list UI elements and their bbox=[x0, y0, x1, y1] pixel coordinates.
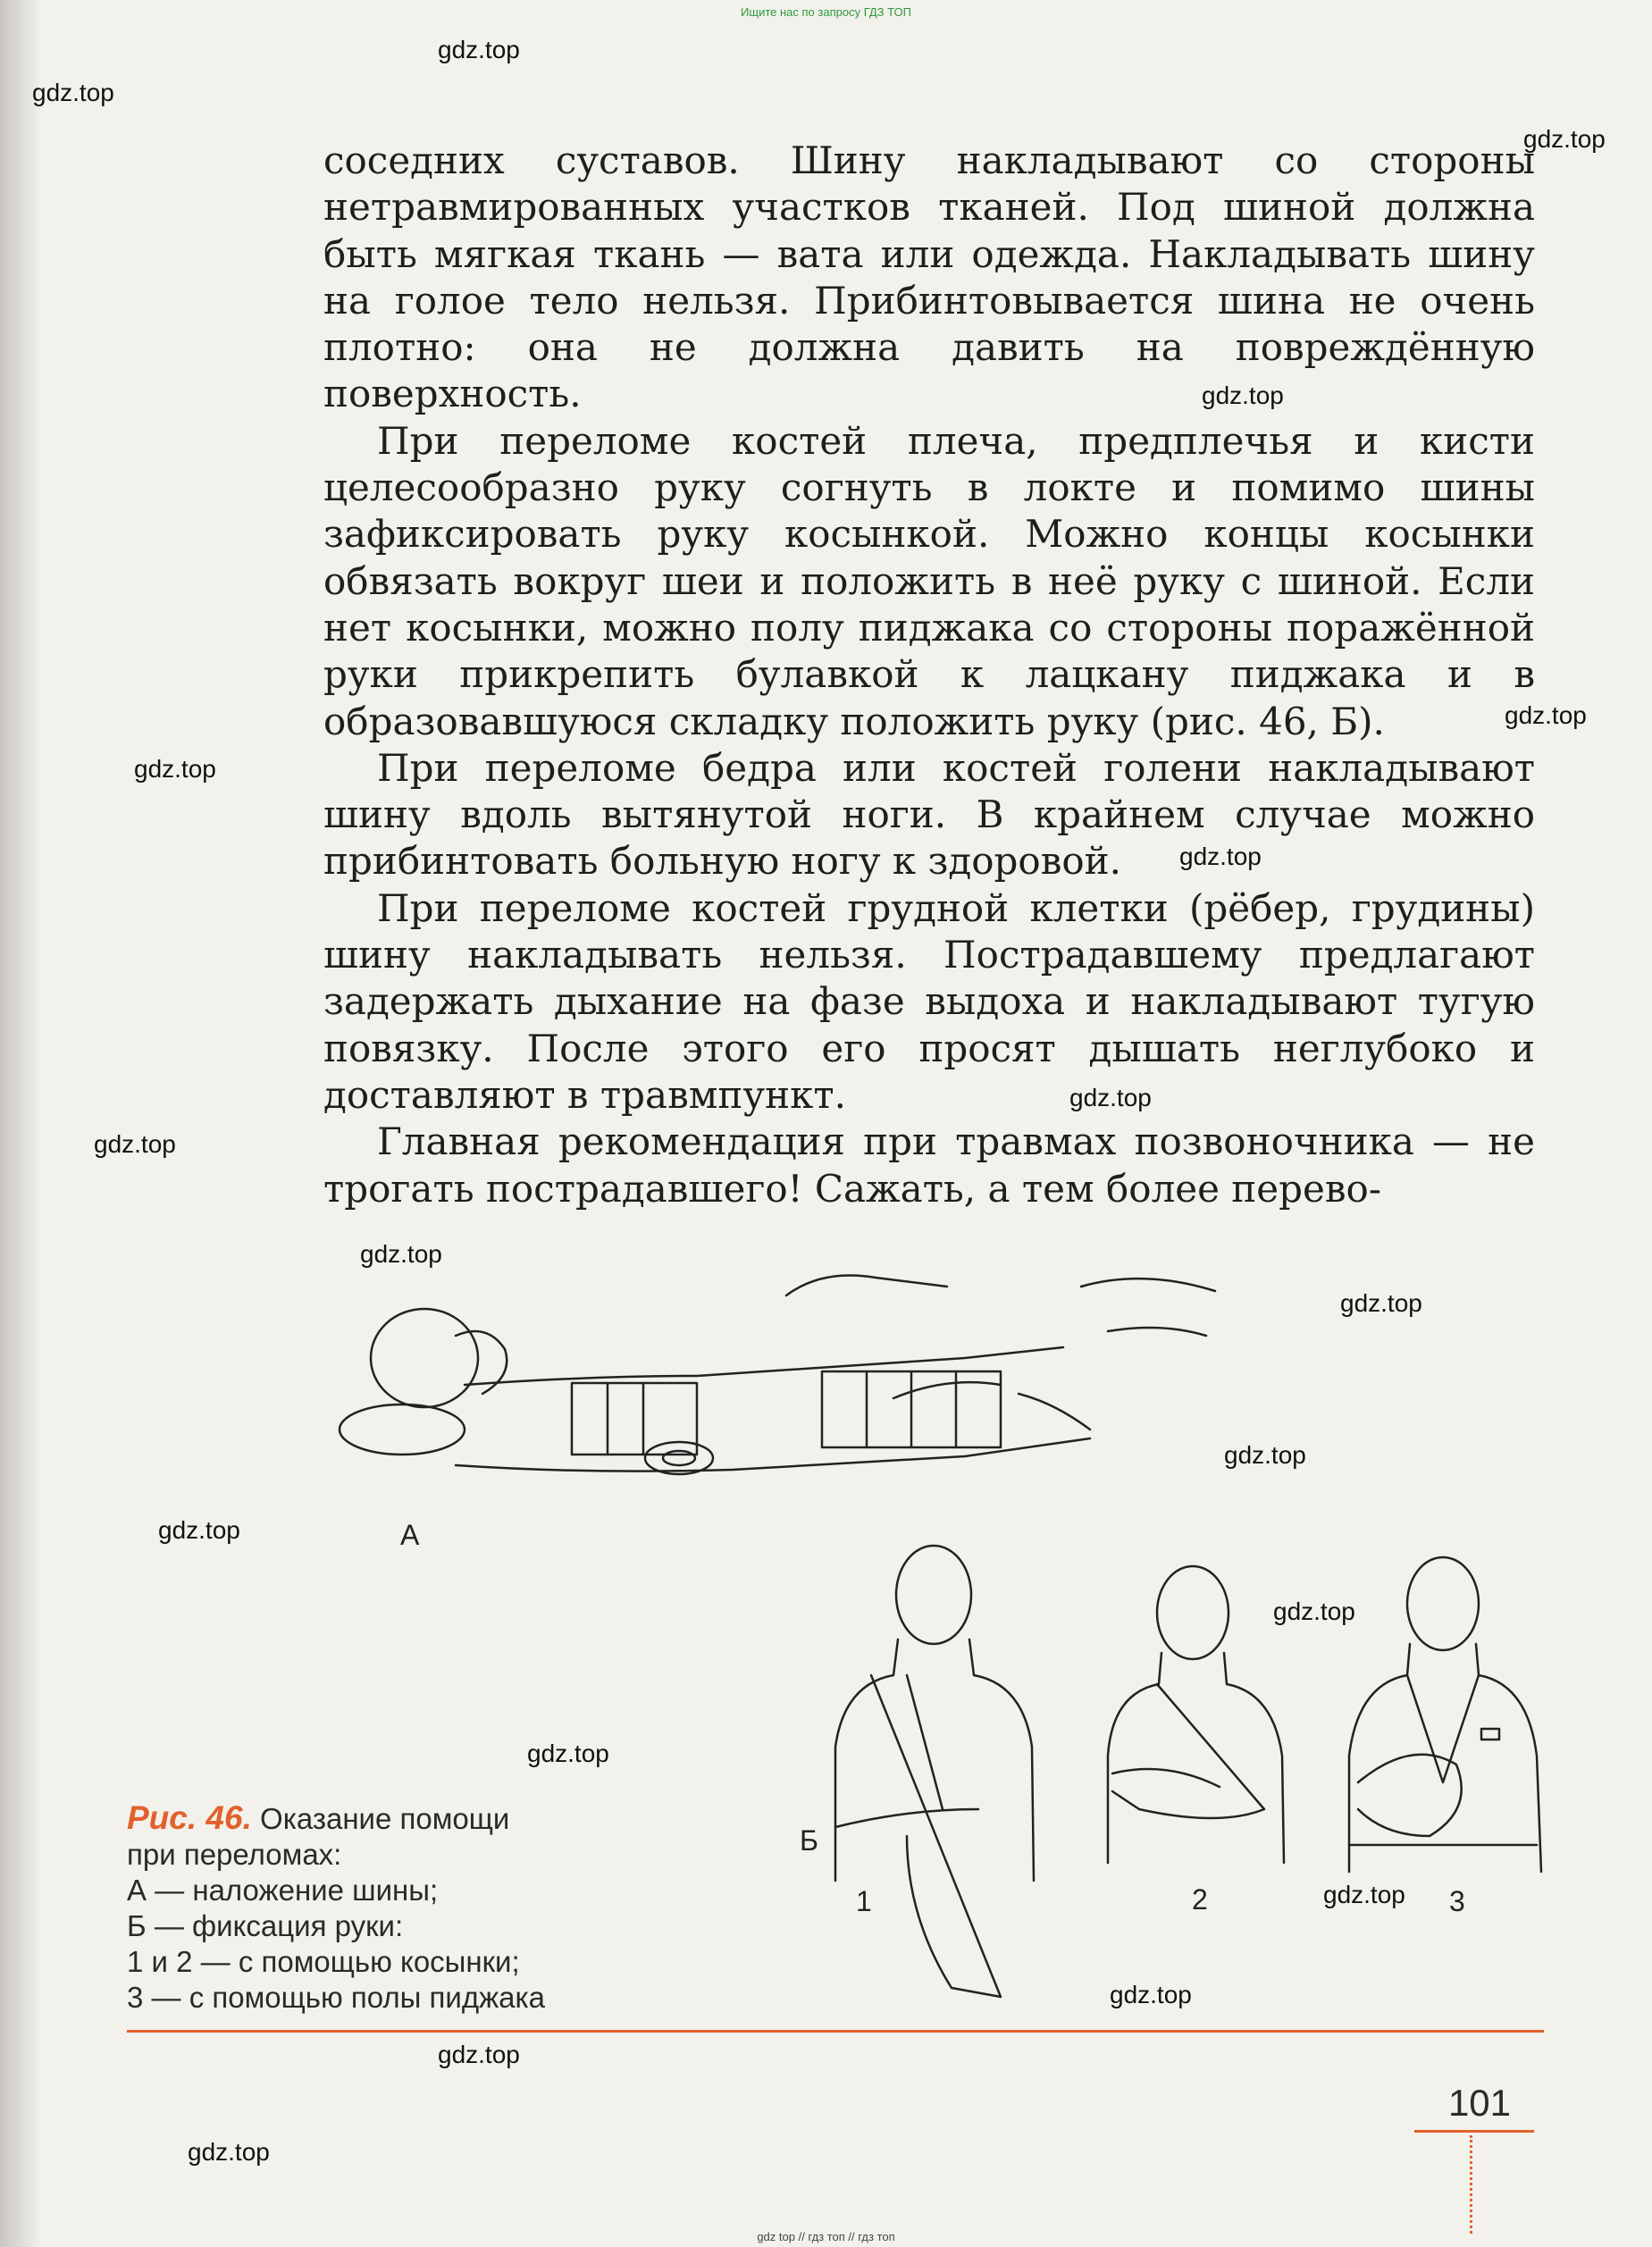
watermark: gdz.top bbox=[438, 36, 520, 63]
watermark: gdz.top bbox=[1069, 1084, 1152, 1111]
caption-line: 3 — с помощью полы пиджака bbox=[127, 1981, 546, 2014]
caption-title: Оказание помощи bbox=[260, 1802, 510, 1835]
body-text bbox=[323, 138, 1535, 1212]
paragraph: Главная рекомендация при травмах позвоночника — не трогать пострадавшего! Сажать, а тем более перево- bbox=[323, 1119, 1535, 1211]
watermark: gdz.top bbox=[158, 1516, 240, 1544]
watermark: gdz.top bbox=[1110, 1981, 1192, 2008]
sling-illustration-2 bbox=[1086, 1559, 1309, 1881]
watermark: gdz.top bbox=[1224, 1441, 1306, 1469]
paragraph: При переломе костей плеча, предплечья и кисти целесообразно руку согнуть в локте и помимо шины зафиксировать руку косынкой. Можно концы косынки обвязать вокруг шеи и положить в неё руку с шиной. Если нет косынки, можно полу пиджака со стороны поражённой руки прикрепить булавкой к лацкану пиджака и в образовавшуюся складку положить руку (рис. 46, Б). bbox=[323, 418, 1535, 743]
sling-illustration-3 bbox=[1322, 1550, 1572, 1890]
figure-caption bbox=[127, 1800, 627, 2016]
figure-label-b: Б bbox=[800, 1824, 818, 1857]
watermark: gdz.top bbox=[438, 2041, 520, 2068]
caption-line: Б — фиксация руки: bbox=[127, 1909, 404, 1942]
watermark: gdz.top bbox=[1340, 1289, 1422, 1317]
watermark: gdz.top bbox=[134, 755, 216, 783]
splint-illustration bbox=[322, 1251, 1394, 1483]
top-banner: Ищите нас по запросу ГДЗ ТОП bbox=[741, 5, 911, 19]
paragraph: соседних суставов. Шину накладывают со стороны нетравмированных участков тканей. Под шиной должна быть мягкая ткань — вата или одежда. Накладывать шину на голое тело нельзя. Прибинтовывается шина не очень плотно: она не должна давить на повреждённую поверхность. bbox=[323, 138, 1535, 416]
figure-label-a: А bbox=[400, 1519, 420, 1551]
paragraph: При переломе бедра или костей голени накладывают шину вдоль вытянутой ноги. В крайнем случае можно прибинтовать больную ногу к здоровой. bbox=[323, 745, 1535, 884]
watermark: gdz.top bbox=[527, 1740, 609, 1767]
watermark: gdz.top bbox=[1523, 125, 1606, 153]
watermark: gdz.top bbox=[360, 1240, 442, 1268]
sling-illustration-1 bbox=[809, 1541, 1068, 2006]
watermark: gdz.top bbox=[1273, 1597, 1355, 1625]
figure-number: Рис. 46. bbox=[127, 1799, 252, 1836]
page-number: 101 bbox=[1447, 2082, 1512, 2124]
watermark: gdz.top bbox=[1323, 1881, 1405, 1908]
watermark: gdz.top bbox=[94, 1130, 176, 1158]
watermark: gdz.top bbox=[1179, 843, 1262, 870]
watermark: gdz.top bbox=[1202, 381, 1284, 409]
caption-line: при переломах: bbox=[127, 1838, 342, 1871]
book-spine-shadow bbox=[0, 0, 41, 2247]
watermark: gdz.top bbox=[188, 2138, 270, 2166]
watermark: gdz.top bbox=[1505, 701, 1587, 729]
bottom-banner: gdz top // гдз топ // гдз топ bbox=[757, 2230, 895, 2243]
caption-divider bbox=[127, 2030, 1544, 2033]
watermark: gdz.top bbox=[32, 79, 114, 106]
caption-line: А — наложение шины; bbox=[127, 1874, 439, 1907]
page-number-dots bbox=[1470, 2135, 1472, 2234]
figure-label-3: 3 bbox=[1449, 1885, 1465, 1917]
figure-label-2: 2 bbox=[1192, 1883, 1208, 1916]
paragraph: При переломе костей грудной клетки (рёбер, грудины) шину накладывать нельзя. Пострадавшему предлагают задержать дыхание на фазе выдоха и накладывают тугую повязку. После этого его просят дышать неглубоко и доставляют в травмпункт. bbox=[323, 885, 1535, 1117]
caption-line: 1 и 2 — с помощью косынки; bbox=[127, 1945, 520, 1978]
page-number-rule bbox=[1414, 2130, 1534, 2133]
figure-label-1: 1 bbox=[856, 1885, 872, 1917]
